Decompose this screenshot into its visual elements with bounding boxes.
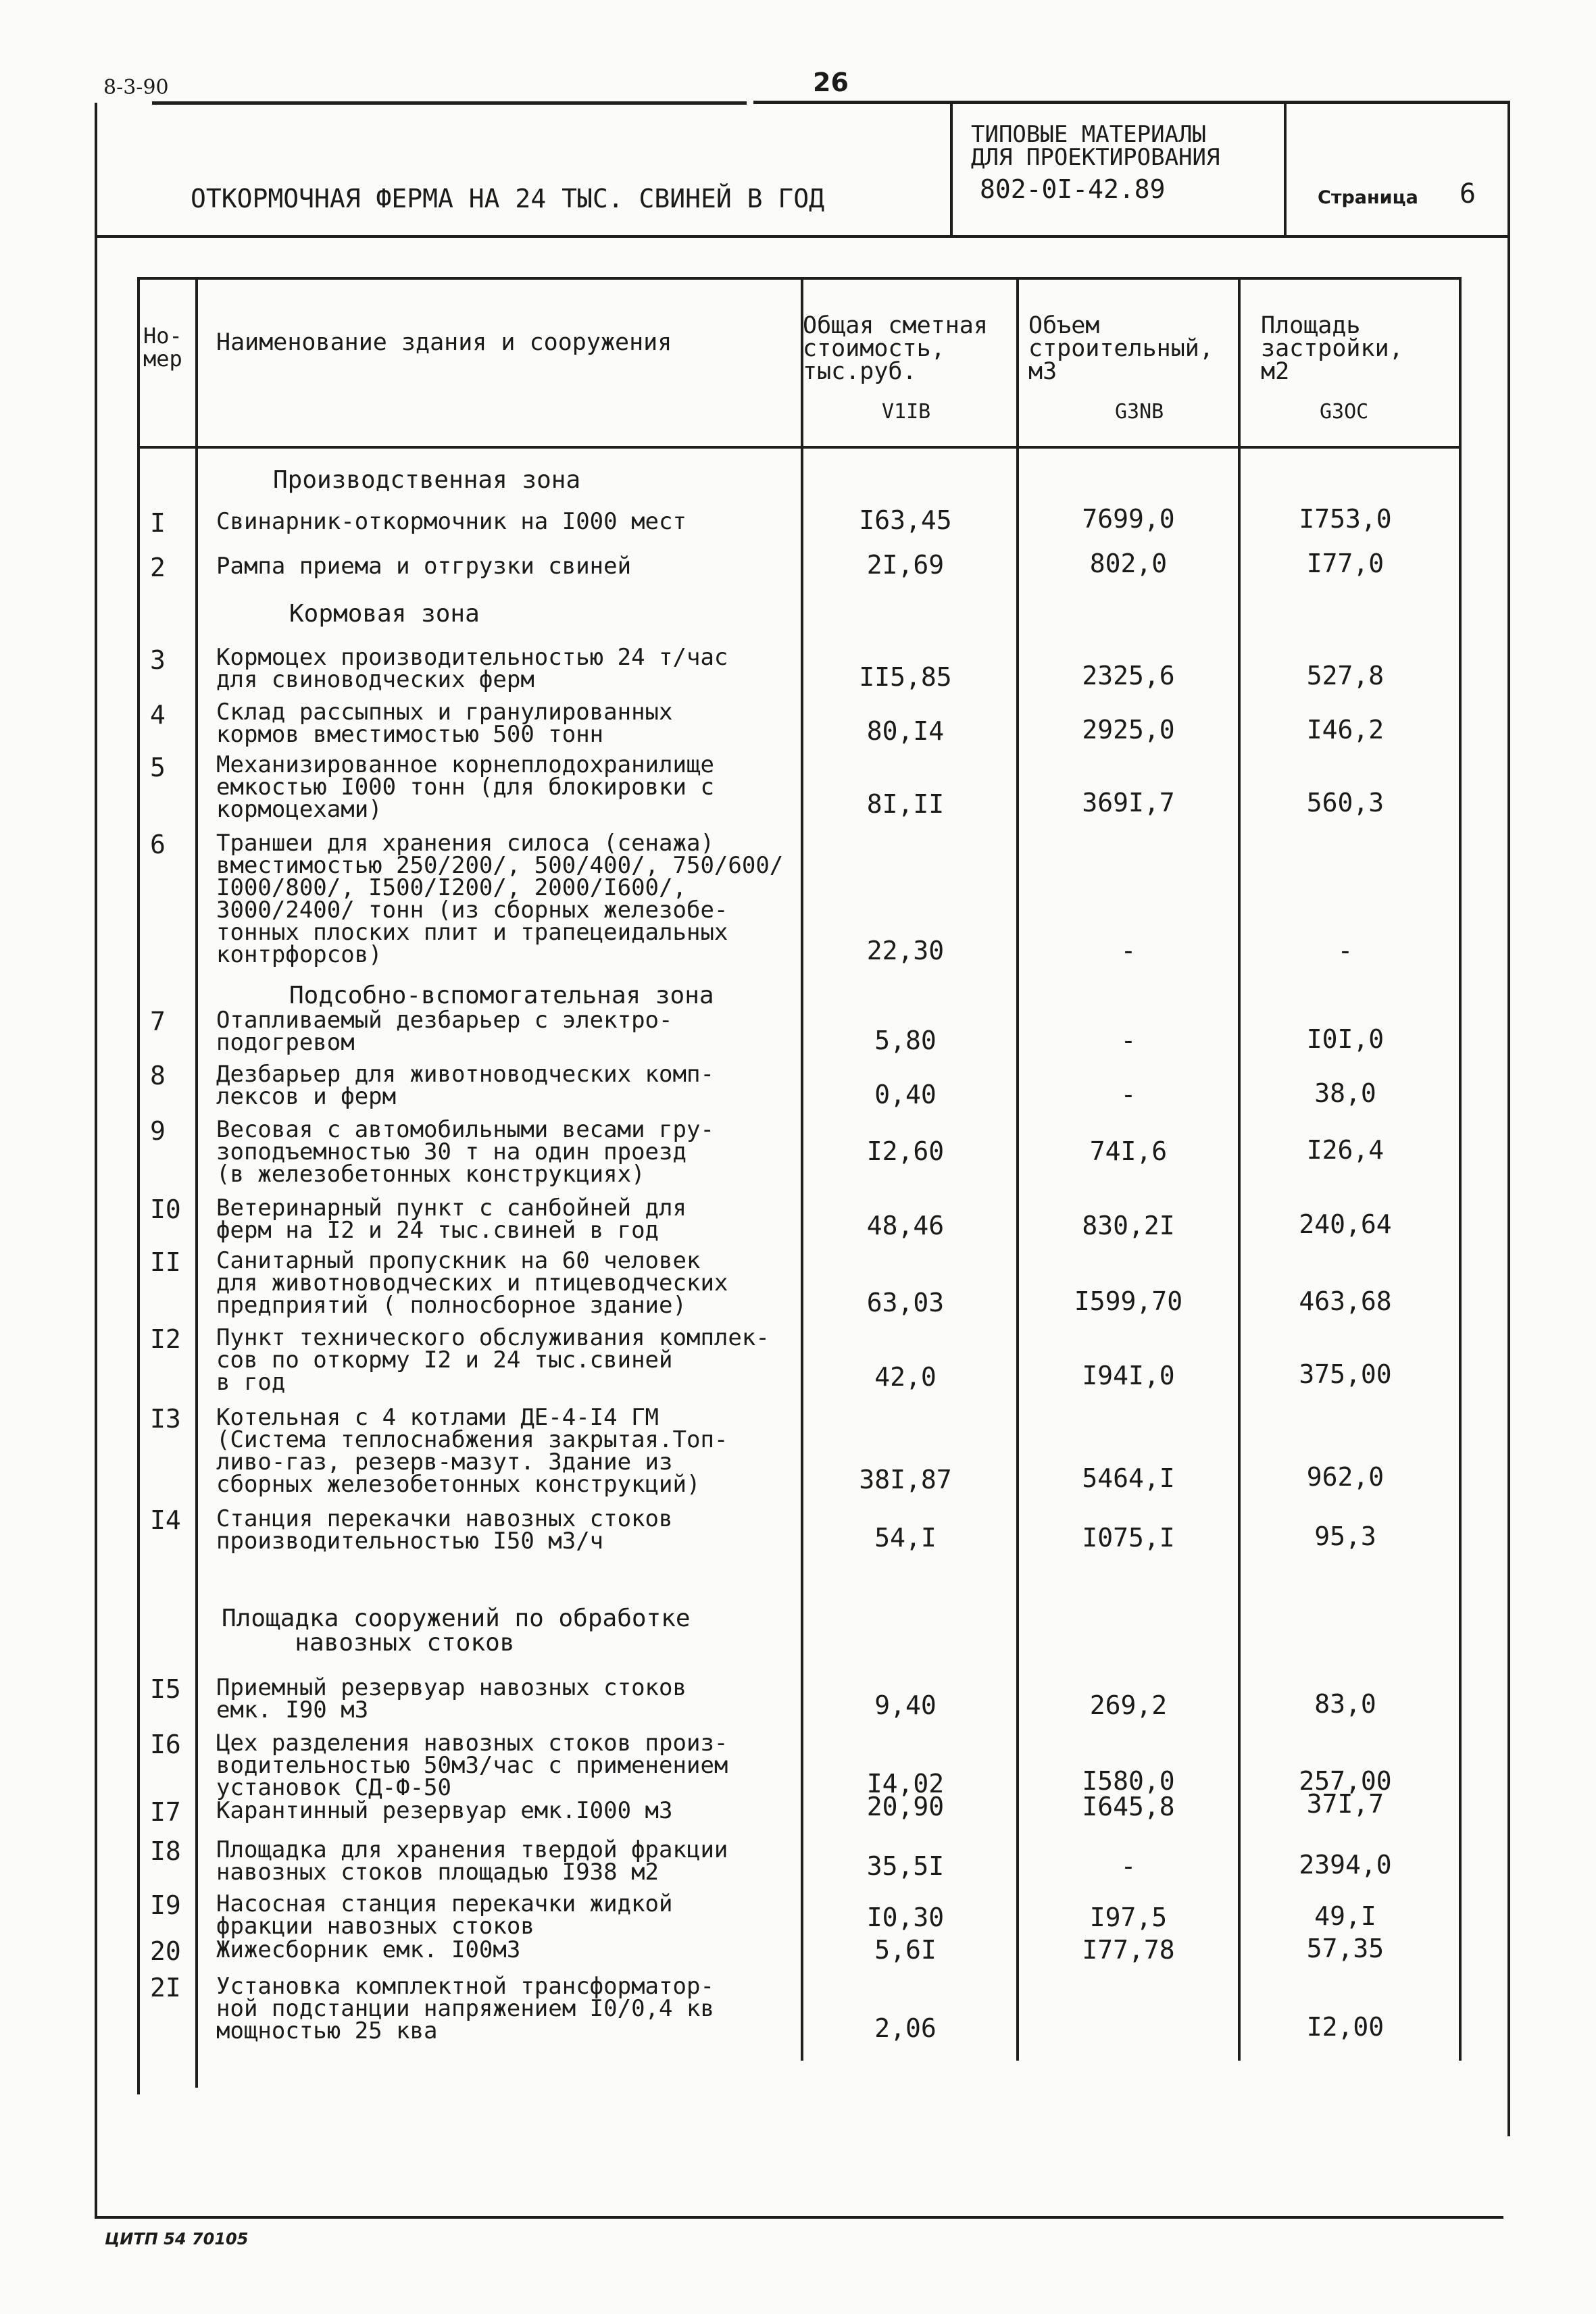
stamp-divider-2: [1284, 103, 1287, 236]
row-volume: 369I,7: [1082, 788, 1175, 818]
frame-right: [1507, 103, 1510, 2136]
document-code: 8-3-90: [103, 76, 169, 99]
row-volume: -: [1120, 1026, 1137, 1055]
row-number: I6: [150, 1730, 181, 1759]
row-volume: I97,5: [1089, 1903, 1168, 1932]
sheet-number: 6: [1460, 178, 1476, 209]
row-cost: 8I,II: [866, 789, 945, 819]
row-cost: 63,03: [866, 1288, 945, 1317]
print-code: ЦИТП 54 70105: [105, 2230, 249, 2248]
row-name: Траншеи для хранения силоса (сенажа) вместимостью 250/200/, 500/400/, 750/600/ I000/800/, I500/I200/, 2000/I600/, 3000/2400/ тонн (из сборных железобе- тонных плоских плит и трапецеидальных контрфорсов): [216, 830, 784, 968]
page-number: 26: [813, 68, 849, 97]
row-number: I7: [150, 1797, 181, 1827]
bottom-rule-short: [95, 2135, 97, 2219]
row-name: Жижесборник емк. I00м3: [216, 1936, 521, 1963]
row-volume: 74I,6: [1089, 1136, 1168, 1166]
row-name: Дезбарьер для животноводческих комп- лексов и ферм: [216, 1061, 714, 1110]
row-area: I753,0: [1299, 504, 1392, 534]
row-area: I0I,0: [1306, 1024, 1385, 1054]
table-col-1: [195, 277, 198, 2088]
row-area: 463,68: [1299, 1286, 1392, 1316]
row-name: Механизированное корнеплодохранилище емкостью I000 тонн (для блокировки с кормоцехами): [216, 751, 714, 823]
row-name: Кормоцех производительностью 24 т/час для свиноводческих ферм: [216, 644, 728, 693]
zone-heading: Производственная зона: [273, 466, 581, 494]
row-cost: I4,02: [866, 1769, 945, 1799]
row-volume: I77,78: [1082, 1935, 1175, 1965]
row-number: I5: [150, 1674, 181, 1704]
row-area: 57,35: [1306, 1934, 1385, 1963]
row-cost: 54,I: [874, 1523, 937, 1553]
header-volume: Объем строительный, м3: [1028, 312, 1214, 385]
row-name: Станция перекачки навозных стоков производительностью I50 м3/ч: [216, 1505, 673, 1555]
row-cost: 80,I4: [866, 716, 945, 746]
code-volume: G3NB: [1115, 400, 1164, 424]
series-title-2: ДЛЯ ПРОЕКТИРОВАНИЯ: [971, 144, 1220, 171]
row-cost: I0,30: [866, 1903, 945, 1932]
row-number: 8: [150, 1061, 166, 1090]
table-col-right: [1459, 277, 1462, 2061]
row-area: 962,0: [1306, 1462, 1385, 1492]
frame-left: [95, 103, 97, 2136]
row-cost: II5,85: [859, 662, 952, 692]
document-title: ОТКОРМОЧНАЯ ФЕРМА НА 24 ТЫС. СВИНЕЙ В ГОД: [191, 184, 824, 213]
row-volume: I94I,0: [1082, 1361, 1175, 1390]
row-number: I8: [150, 1836, 181, 1866]
row-cost: 22,30: [866, 936, 945, 965]
row-name: Свинарник-откормочник на I000 мест: [216, 508, 687, 535]
row-name: Весовая с автомобильными весами гру- зоподъемностью 30 т на один проезд (в железобетонных конструкциях): [216, 1116, 714, 1188]
header-area: Площадь застройки, м2: [1261, 312, 1403, 385]
header-name: Наименование здания и сооружения: [216, 329, 672, 356]
zone-heading: Площадка сооружений по обработке навозных стоков: [222, 1605, 691, 1657]
bottom-rule: [95, 2216, 1503, 2219]
row-cost: 42,0: [874, 1362, 937, 1392]
table-col-2: [801, 277, 803, 2061]
zone-heading: Подсобно-вспомогательная зона: [289, 982, 714, 1009]
row-number: 20: [150, 1936, 181, 1966]
row-number: I2: [150, 1324, 181, 1354]
row-volume: 2325,6: [1082, 661, 1175, 690]
row-name: Пункт технического обслуживания комплек- сов по откорму I2 и 24 тыс.свиней в год: [216, 1324, 770, 1396]
row-number: I: [150, 508, 166, 538]
header-cost: Общая сметная стоимость, тыс.руб.: [803, 312, 988, 385]
row-volume: 830,2I: [1082, 1211, 1175, 1240]
stamp-bottom-rule: [95, 235, 1510, 238]
row-area: I26,4: [1306, 1135, 1385, 1165]
row-cost: 20,90: [866, 1792, 945, 1821]
stamp-divider-1: [950, 103, 953, 236]
table-col-left: [137, 277, 140, 447]
row-number: 6: [150, 830, 166, 859]
row-name: Площадка для хранения твердой фракции навозных стоков площадью I938 м2: [216, 1836, 728, 1886]
table-header-rule: [137, 446, 1462, 449]
series-title-1: ТИПОВЫЕ МАТЕРИАЛЫ: [971, 121, 1206, 148]
row-volume: -: [1120, 936, 1137, 965]
row-area: 38,0: [1314, 1078, 1376, 1108]
row-area: 95,3: [1314, 1521, 1376, 1551]
row-volume: I580,0: [1082, 1766, 1175, 1796]
row-volume: 5464,I: [1082, 1463, 1175, 1493]
row-number: 5: [150, 753, 166, 782]
row-name: Цех разделения навозных стоков произ- водительностью 50м3/час с применением установок СД-Ф-50: [216, 1730, 728, 1801]
row-area: 2394,0: [1299, 1850, 1392, 1880]
row-volume: 7699,0: [1082, 504, 1175, 534]
row-name: Приемный резервуар навозных стоков емк. I90 м3: [216, 1674, 687, 1724]
row-number: 4: [150, 700, 166, 730]
table-top-rule: [137, 277, 1462, 280]
row-cost: 35,5I: [866, 1851, 945, 1881]
zone-heading: Кормовая зона: [289, 600, 480, 628]
row-area: 527,8: [1306, 661, 1385, 690]
row-volume: I645,8: [1082, 1792, 1175, 1821]
row-name: Склад рассыпных и гранулированных кормов вместимостью 500 тонн: [216, 699, 673, 748]
series-code: 802-0I-42.89: [980, 174, 1166, 204]
row-volume: I075,I: [1082, 1523, 1175, 1553]
row-volume: 802,0: [1089, 549, 1168, 578]
row-number: I9: [150, 1890, 181, 1920]
row-number: 9: [150, 1116, 166, 1146]
row-number: 2: [150, 553, 166, 582]
row-area: 49,I: [1314, 1901, 1376, 1931]
row-volume: -: [1120, 1851, 1137, 1881]
row-cost: I63,45: [859, 505, 952, 535]
row-number: I3: [150, 1404, 181, 1434]
row-volume: 2925,0: [1082, 715, 1175, 745]
row-area: 560,3: [1306, 788, 1385, 818]
row-area: 375,00: [1299, 1359, 1392, 1389]
row-cost: I2,60: [866, 1136, 945, 1166]
row-volume: I599,70: [1074, 1286, 1183, 1316]
row-cost: 0,40: [874, 1080, 937, 1109]
row-area: -: [1337, 936, 1353, 965]
code-cost: V1IB: [882, 400, 931, 424]
sheet-label: Страница: [1318, 187, 1418, 208]
row-name: Отапливаемый дезбарьер с электро- подогревом: [216, 1007, 673, 1056]
code-area: G3OC: [1320, 400, 1369, 424]
row-cost: 5,6I: [874, 1935, 937, 1965]
row-cost: 2,06: [874, 2013, 937, 2043]
row-number: I0: [150, 1194, 181, 1224]
row-cost: 5,80: [874, 1026, 937, 1055]
row-name: Карантинный резервуар емк.I000 м3: [216, 1797, 673, 1824]
row-cost: 38I,87: [859, 1465, 952, 1494]
row-name: Котельная с 4 котлами ДЕ-4-I4 ГМ (Система теплоснабжения закрытая.Топ- ливо-газ, резерв-мазут. Здание из сборных железобетонных конструкций): [216, 1404, 728, 1498]
row-cost: 9,40: [874, 1690, 937, 1720]
row-cost: 2I,69: [866, 550, 945, 580]
row-name: Установка комплектной трансформатор- ной подстанции напряжением I0/0,4 кв мощностью 25 ква: [216, 1973, 714, 2044]
row-area: 37I,7: [1306, 1789, 1385, 1819]
row-volume: -: [1120, 1080, 1137, 1109]
header-number: Но- мер: [143, 323, 182, 372]
row-area: 83,0: [1314, 1689, 1376, 1719]
row-number: I4: [150, 1505, 181, 1535]
row-name: Санитарный пропускник на 60 человек для животноводческих и птицеводческих предприятий ( полносборное здание): [216, 1247, 728, 1319]
row-number: 3: [150, 645, 166, 675]
row-volume: 269,2: [1089, 1690, 1168, 1720]
row-number: 7: [150, 1007, 166, 1036]
row-area: I2,00: [1306, 2012, 1385, 2042]
row-area: 257,00: [1299, 1766, 1392, 1796]
row-area: 240,64: [1299, 1209, 1392, 1239]
row-area: I46,2: [1306, 715, 1385, 745]
row-cost: 48,46: [866, 1211, 945, 1240]
row-name: Рампа приема и отгрузки свиней: [216, 553, 632, 580]
row-name: Насосная станция перекачки жидкой фракции навозных стоков: [216, 1890, 673, 1940]
table-col-left-lower: [137, 446, 140, 2094]
row-area: I77,0: [1306, 549, 1385, 578]
row-number: II: [150, 1247, 181, 1277]
row-name: Ветеринарный пункт с санбойней для ферм на I2 и 24 тыс.свиней в год: [216, 1194, 687, 1244]
row-number: 2I: [150, 1973, 181, 2003]
